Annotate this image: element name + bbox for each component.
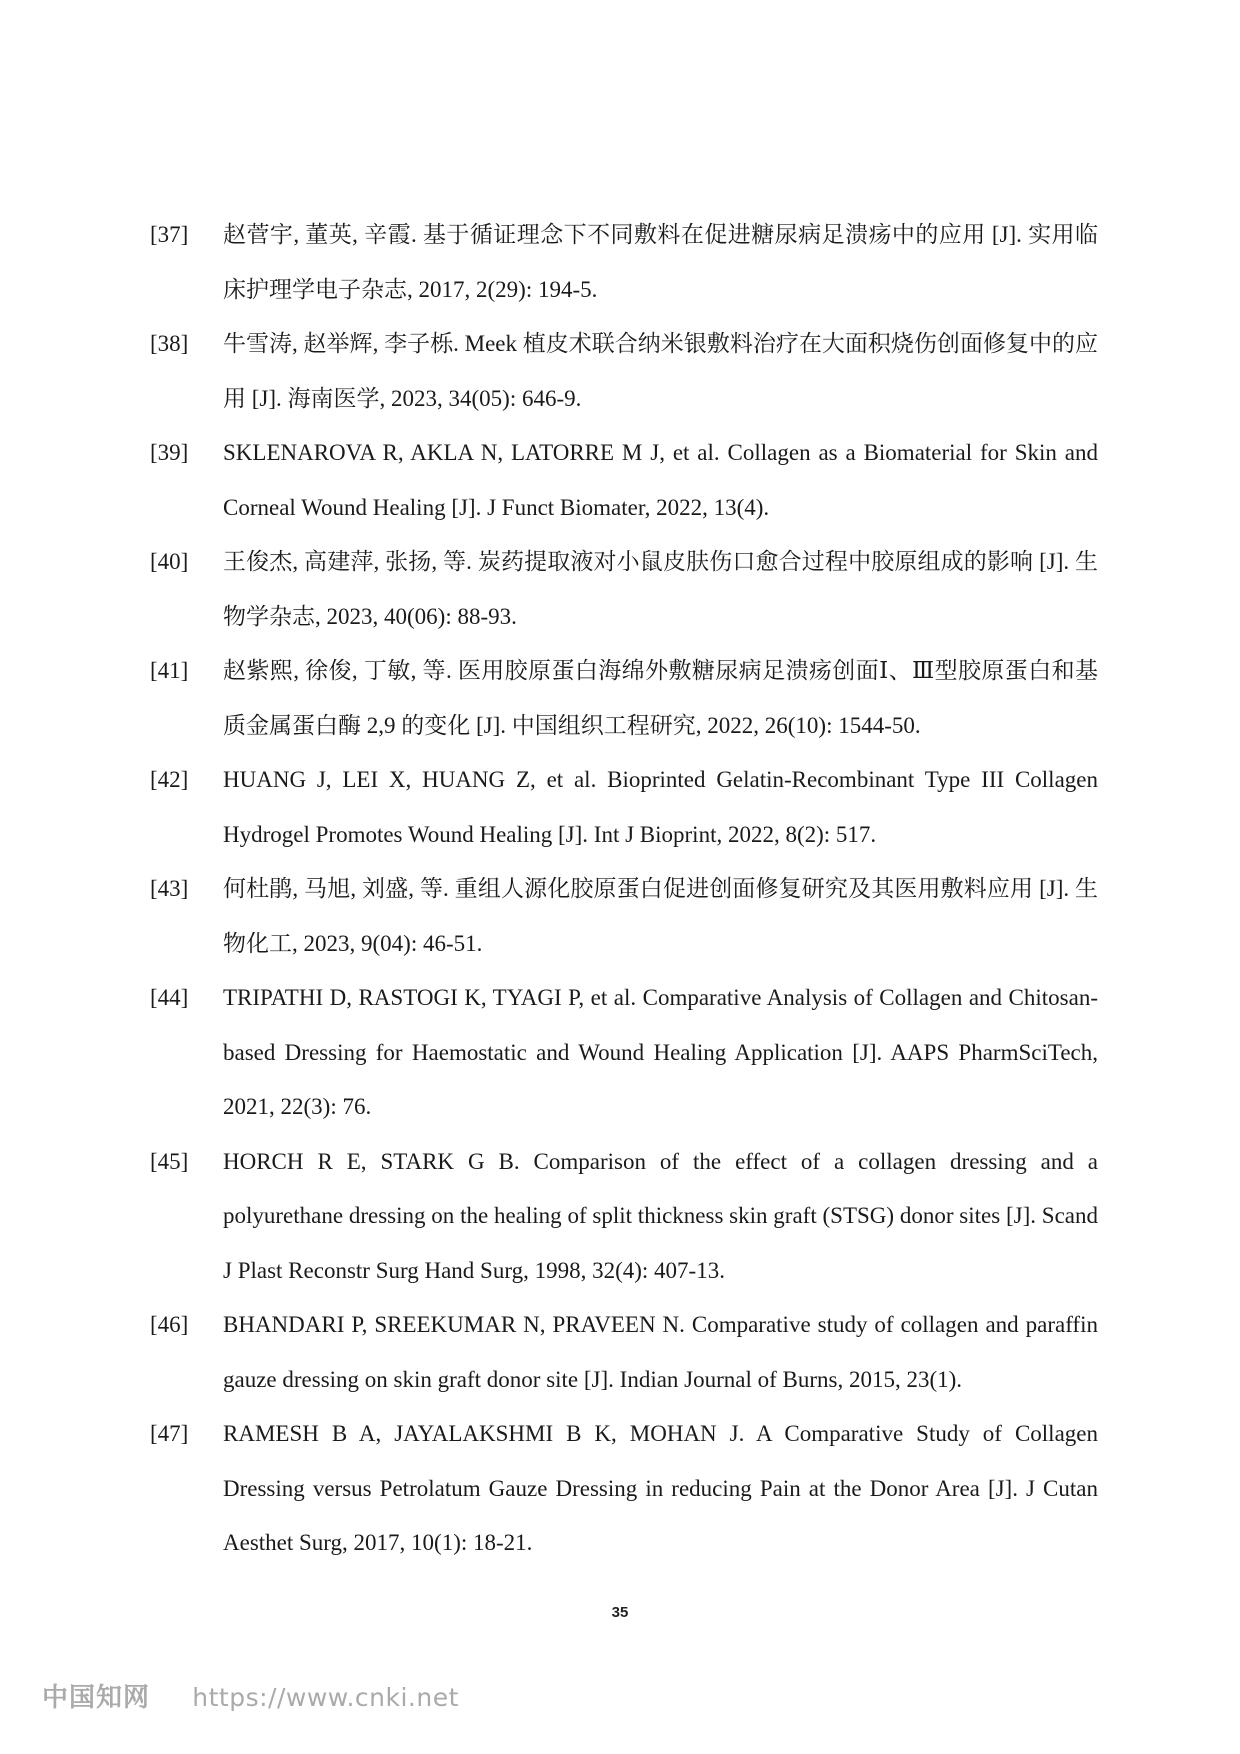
reference-number: [47] [150,1421,189,1446]
reference-item [150,971,1098,1135]
watermark-url: https://www.cnki.net [192,1683,459,1712]
reference-number: [43] [150,876,189,901]
reference-text: SKLENAROVA R, AKLA N, LATORRE M J, et al. Collagen as a Biomaterial for Skin and Corneal Wound Healing [J]. J Funct Biomater, 2022, 13(4). [223,440,1098,520]
reference-number: [45] [150,1148,189,1174]
page-number: 35 [611,1604,629,1621]
reference-text: RAMESH B A, JAYALAKSHMI B K, MOHAN J. A Comparative Study of Collagen Dressing versus Petrolatum Gauze Dressing in reducing Pain at the Donor Area [J]. J Cutan Aesthet Surg, 2017, 10(1): 18-21. [223,1421,1098,1555]
reference-text: 赵菅宇, 董英, 辛霞. 基于循证理念下不同敷料在促进糖尿病足溃疡中的应用 [J]. 实用临床护理学电子杂志, 2017, 2(29): 194-5. [223,222,1098,302]
reference-text: HUANG J, LEI X, HUANG Z, et al. Bioprinted Gelatin-Recombinant Type III Collagen Hydrogel Promotes Wound Healing [J]. Int J Bioprint, 2022, 8(2): 517. [223,767,1098,847]
reference-text: HORCH R E, STARK G B. Comparison of the effect of a collagen dressing and a polyurethane dressing on the healing of split thickness skin graft (STSG) donor sites [J]. Scand J Plast Reconstr Surg Hand Surg, 1998, 32(4): 407-13. [223,1148,1098,1283]
reference-text: 王俊杰, 高建萍, 张扬, 等. 炭药提取液对小鼠皮肤伤口愈合过程中胶原组成的影响 [J]. 生物学杂志, 2023, 40(06): 88-93. [223,549,1098,629]
reference-number: [44] [150,985,189,1010]
reference-text: 牛雪涛, 赵举辉, 李子栎. Meek 植皮术联合纳米银敷料治疗在大面积烧伤创面修复中的应用 [J]. 海南医学, 2023, 34(05): 646-9. [223,331,1098,411]
reference-item [150,1298,1098,1407]
reference-text: 赵紫熙, 徐俊, 丁敏, 等. 医用胶原蛋白海绵外敷糖尿病足溃疡创面Ⅰ、Ⅲ型胶原蛋白和基质金属蛋白酶 2,9 的变化 [J]. 中国组织工程研究, 2022, 26(10): 1544-50. [223,658,1098,738]
reference-number: [42] [150,767,189,792]
reference-item [150,317,1098,426]
reference-item [150,644,1098,753]
reference-number: [37] [150,222,189,247]
reference-item [150,1407,1098,1571]
reference-item [150,1135,1098,1299]
reference-number: [40] [150,549,189,574]
reference-item [150,535,1098,644]
reference-text: BHANDARI P, SREEKUMAR N, PRAVEEN N. Comparative study of collagen and paraffin gauze dressing on skin graft donor site [J]. Indian Journal of Burns, 2015, 23(1). [223,1312,1098,1392]
reference-number: [38] [150,331,189,356]
reference-item [150,426,1098,535]
reference-list [150,208,1098,1571]
cnki-logo-text: 中国知网 [42,1683,151,1713]
reference-item [150,753,1098,862]
reference-text: 何杜鹃, 马旭, 刘盛, 等. 重组人源化胶原蛋白促进创面修复研究及其医用敷料应用 [J]. 生物化工, 2023, 9(04): 46-51. [223,876,1098,956]
reference-number: [46] [150,1312,189,1337]
reference-number: [41] [150,658,189,683]
reference-text: TRIPATHI D, RASTOGI K, TYAGI P, et al. Comparative Analysis of Collagen and Chitosan-based Dressing for Haemostatic and Wound Healing Application [J]. AAPS PharmSciTech, 2021, 22(3): 76. [223,985,1098,1119]
watermark [42,1677,459,1714]
reference-number: [39] [150,440,189,465]
reference-item [150,208,1098,317]
reference-item [150,862,1098,971]
